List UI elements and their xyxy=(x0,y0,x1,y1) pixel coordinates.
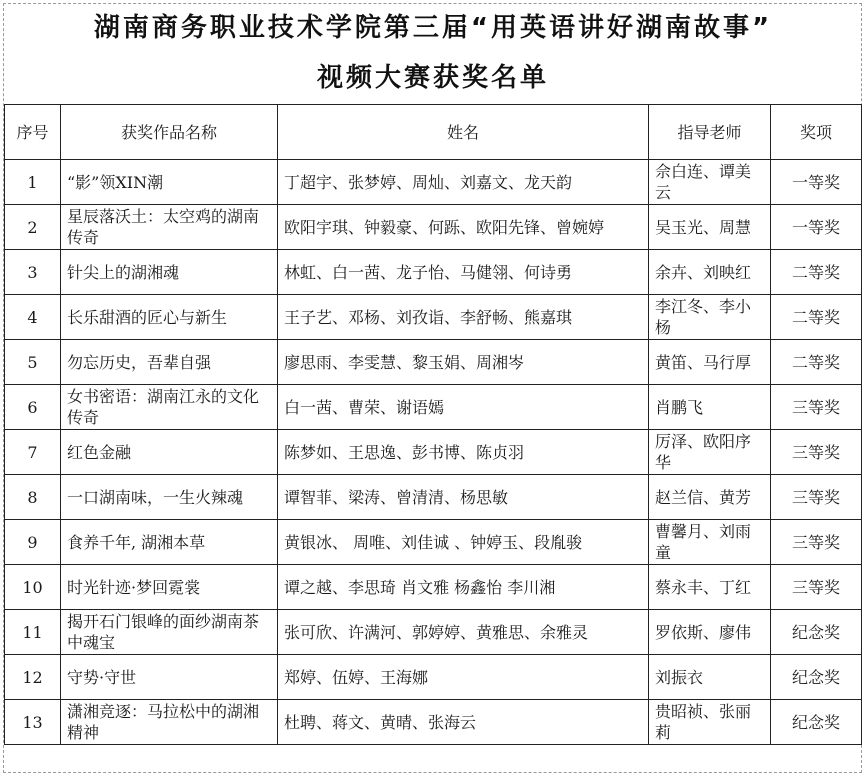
row-names: 王子艺、邓杨、刘孜诣、李舒畅、熊嘉琪 xyxy=(278,295,649,340)
table-row xyxy=(5,520,862,565)
header-names: 姓名 xyxy=(278,105,649,160)
row-work: 勿忘历史，吾辈自强 xyxy=(61,340,278,385)
row-names: 杜聘、蒋文、黄晴、张海云 xyxy=(278,700,649,745)
row-names: 谭智菲、梁涛、曾清清、杨思敏 xyxy=(278,475,649,520)
row-names: 林虹、白一茜、龙子怡、马健翎、何诗勇 xyxy=(278,250,649,295)
row-index: 10 xyxy=(5,565,61,610)
row-teacher: 赵兰信、黄芳 xyxy=(649,475,771,520)
table-row xyxy=(5,340,862,385)
row-index: 12 xyxy=(5,655,61,700)
table-row xyxy=(5,430,862,475)
row-award: 三等奖 xyxy=(771,430,862,475)
row-names: 丁超宇、张梦婷、周灿、刘嘉文、龙天韵 xyxy=(278,160,649,205)
table-row xyxy=(5,205,862,250)
row-work: 红色金融 xyxy=(61,430,278,475)
row-names: 谭之越、李思琦 肖文雅 杨鑫怡 李川湘 xyxy=(278,565,649,610)
row-index: 9 xyxy=(5,520,61,565)
row-teacher: 贵昭祯、张丽莉 xyxy=(649,700,771,745)
row-award: 三等奖 xyxy=(771,475,862,520)
header-work: 获奖作品名称 xyxy=(61,105,278,160)
row-teacher: 刘振衣 xyxy=(649,655,771,700)
header-award: 奖项 xyxy=(771,105,862,160)
row-work: 时光针迹·梦回霓裳 xyxy=(61,565,278,610)
row-work: 潇湘竞逐：马拉松中的湖湘精神 xyxy=(61,700,278,745)
award-table xyxy=(4,104,862,745)
row-work: 女书密语：湖南江永的文化传奇 xyxy=(61,385,278,430)
row-teacher: 厉泽、欧阳序华 xyxy=(649,430,771,475)
row-teacher: 曹馨月、刘雨童 xyxy=(649,520,771,565)
row-work: 一口湖南味，一生火辣魂 xyxy=(61,475,278,520)
row-work: 针尖上的湖湘魂 xyxy=(61,250,278,295)
row-award: 二等奖 xyxy=(771,340,862,385)
table-row xyxy=(5,700,862,745)
row-teacher: 吴玉光、周慧 xyxy=(649,205,771,250)
row-work: 食养千年, 湖湘本草 xyxy=(61,520,278,565)
row-work: 守势·守世 xyxy=(61,655,278,700)
row-award: 纪念奖 xyxy=(771,655,862,700)
row-names: 廖思雨、李雯慧、黎玉娟、周湘岑 xyxy=(278,340,649,385)
row-award: 三等奖 xyxy=(771,385,862,430)
row-award: 纪念奖 xyxy=(771,700,862,745)
table-row xyxy=(5,295,862,340)
row-work: 揭开石门银峰的面纱湖南茶中魂宝 xyxy=(61,610,278,655)
row-work: 星辰落沃土：太空鸡的湖南传奇 xyxy=(61,205,278,250)
row-award: 三等奖 xyxy=(771,565,862,610)
row-names: 陈梦如、王思逸、彭书博、陈贞羽 xyxy=(278,430,649,475)
row-index: 11 xyxy=(5,610,61,655)
row-index: 1 xyxy=(5,160,61,205)
row-index: 4 xyxy=(5,295,61,340)
row-index: 13 xyxy=(5,700,61,745)
row-index: 7 xyxy=(5,430,61,475)
row-teacher: 佘白连、谭美云 xyxy=(649,160,771,205)
table-row xyxy=(5,160,862,205)
row-award: 二等奖 xyxy=(771,250,862,295)
row-index: 5 xyxy=(5,340,61,385)
row-teacher: 黄笛、马行厚 xyxy=(649,340,771,385)
row-index: 2 xyxy=(5,205,61,250)
row-teacher: 肖鹏飞 xyxy=(649,385,771,430)
table-row xyxy=(5,250,862,295)
row-index: 3 xyxy=(5,250,61,295)
header-teacher: 指导老师 xyxy=(649,105,771,160)
table-header-row xyxy=(5,105,862,160)
row-names: 白一茜、曹荣、谢语嫣 xyxy=(278,385,649,430)
table-row xyxy=(5,610,862,655)
row-work: “影”领XIN潮 xyxy=(61,160,278,205)
page-subtitle: 视频大赛获奖名单 xyxy=(316,63,549,93)
row-names: 张可欣、许满河、郭婷婷、黄雅思、余雅灵 xyxy=(278,610,649,655)
row-index: 8 xyxy=(5,475,61,520)
row-award: 纪念奖 xyxy=(771,610,862,655)
row-teacher: 李江冬、李小杨 xyxy=(649,295,771,340)
row-names: 黄银冰、 周唯、刘佳诚 、钟婷玉、段胤骏 xyxy=(278,520,649,565)
header-index: 序号 xyxy=(5,105,61,160)
row-teacher: 余卉、刘映红 xyxy=(649,250,771,295)
row-award: 一等奖 xyxy=(771,160,862,205)
table-row xyxy=(5,475,862,520)
row-teacher: 蔡永丰、丁红 xyxy=(649,565,771,610)
row-work: 长乐甜酒的匠心与新生 xyxy=(61,295,278,340)
page-title: 湖南商务职业技术学院第三届“用英语讲好湖南故事” xyxy=(93,13,773,43)
table-row xyxy=(5,385,862,430)
row-index: 6 xyxy=(5,385,61,430)
row-award: 一等奖 xyxy=(771,205,862,250)
table-row xyxy=(5,565,862,610)
table-row xyxy=(5,655,862,700)
row-teacher: 罗依斯、廖伟 xyxy=(649,610,771,655)
row-award: 二等奖 xyxy=(771,295,862,340)
row-names: 郑婷、伍婷、王海娜 xyxy=(278,655,649,700)
row-award: 三等奖 xyxy=(771,520,862,565)
row-names: 欧阳宇琪、钟毅豪、何跞、欧阳先锋、曾婉婷 xyxy=(278,205,649,250)
